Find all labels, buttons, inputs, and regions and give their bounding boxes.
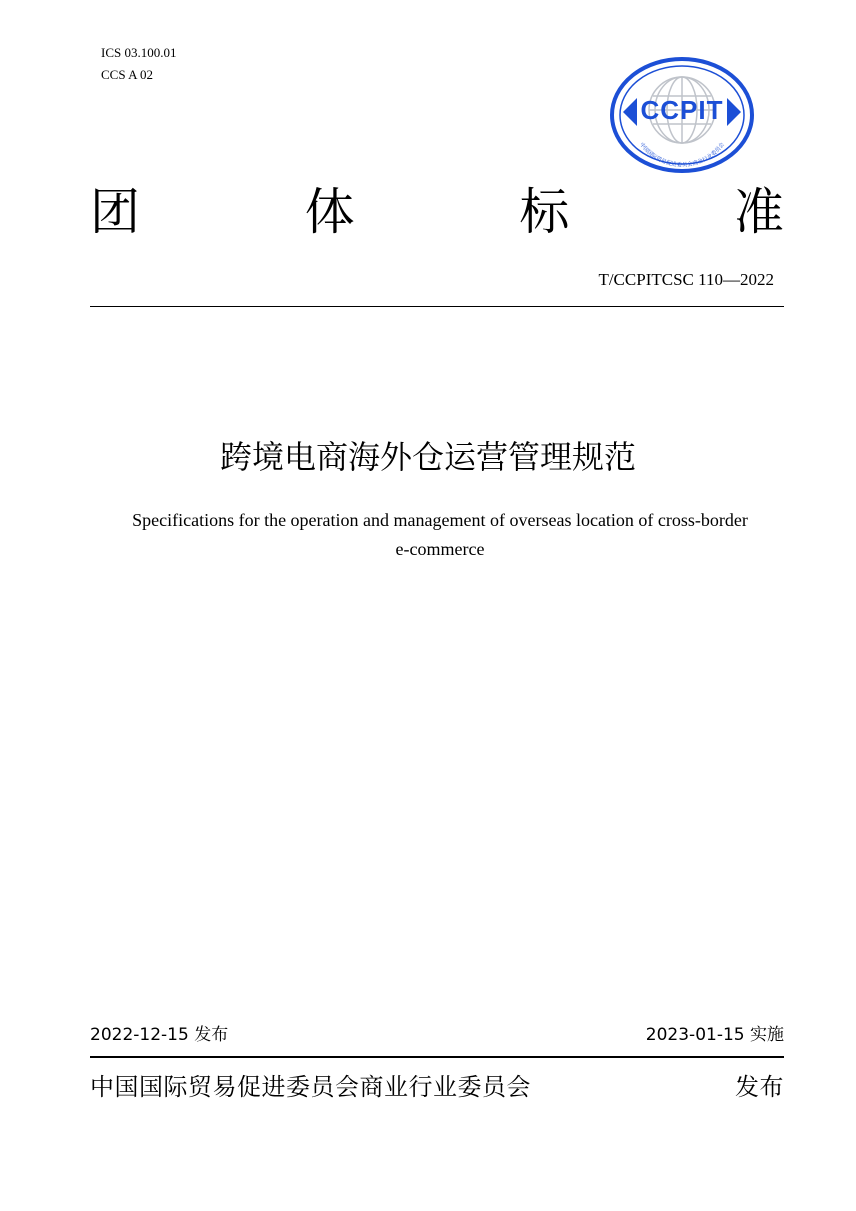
standard-type-title [90,182,784,242]
ics-code: ICS 03.100.01 [101,45,177,60]
ccpit-logo [609,56,755,174]
logo-text: CCPIT [640,95,724,125]
title-en-line: e-commerce [395,539,485,559]
publisher-row [90,1066,784,1102]
title-char: 体 [304,183,355,241]
title-char: 团 [90,183,140,241]
publisher-name: 中国国际贸易促进委员会商业行业委员会 [90,1072,531,1101]
standard-number: T/CCPITCSC 110—2022 [598,270,774,289]
date-row [90,1022,784,1048]
logo-ring-text: 中国国际贸易促进委员会商业行业委员会 [638,141,726,169]
document-title-en [90,506,790,564]
document-title-cn: 跨境电商海外仓运营管理规范 [219,438,636,476]
header-divider [90,306,784,307]
title-char: 标 [519,183,570,241]
title-char: 准 [733,183,784,241]
release-date: 2022-12-15 发布 [90,1025,229,1045]
ccs-code: CCS A 02 [101,67,154,82]
implement-date: 2023-01-15 实施 [645,1025,784,1045]
title-en-line: Specifications for the operation and management of overseas location of cross-border [132,510,748,530]
publish-label: 发布 [735,1072,784,1101]
footer-divider [90,1056,784,1058]
classification-codes [101,42,176,86]
